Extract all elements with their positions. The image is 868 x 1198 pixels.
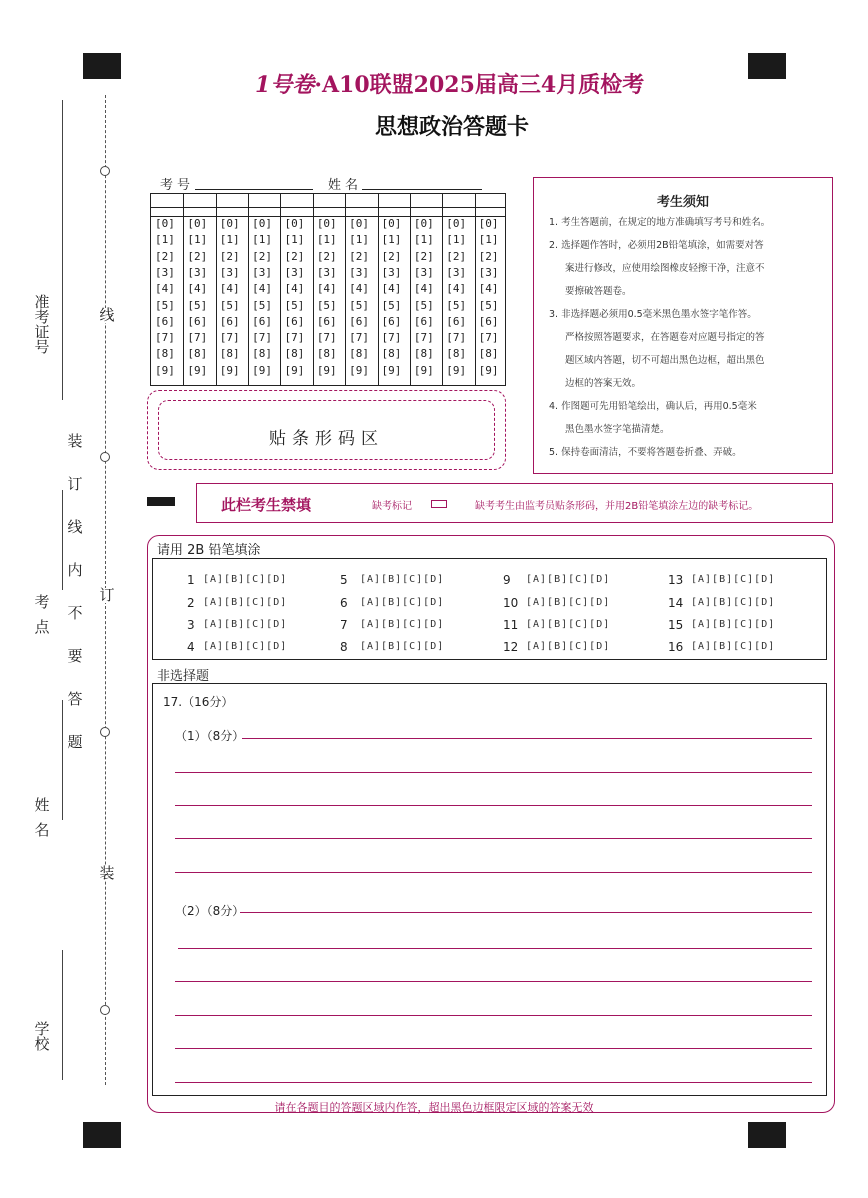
- digit-bubble[interactable]: [7]: [219, 331, 240, 345]
- digit-bubble[interactable]: [2]: [478, 249, 499, 263]
- choice-number: 9: [503, 573, 511, 587]
- footer-note: 请在各题目的答题区域内作答，超出黑色边框限定区域的答案无效: [274, 1101, 594, 1114]
- digit-bubble[interactable]: [8]: [413, 347, 434, 361]
- choice-options[interactable]: [A][B][C][D]: [691, 641, 776, 652]
- seal-warning: 装订线内不要答题: [67, 432, 83, 751]
- digit-bubble[interactable]: [7]: [413, 331, 434, 345]
- choice-options[interactable]: [A][B][C][D]: [691, 619, 776, 630]
- q17-part2-label: （2）（8分）: [175, 904, 245, 918]
- digit-bubble[interactable]: [2]: [413, 249, 434, 263]
- answer-line[interactable]: [240, 912, 812, 913]
- corner-mark: [83, 53, 121, 79]
- digit-bubble[interactable]: [0]: [219, 217, 240, 230]
- choice-number: 14: [668, 596, 684, 610]
- choice-section: [152, 558, 827, 660]
- binding-hole: [100, 452, 110, 462]
- digit-bubble[interactable]: [8]: [155, 347, 175, 361]
- digit-bubble[interactable]: [7]: [155, 331, 175, 345]
- digit-bubble[interactable]: [2]: [349, 249, 370, 263]
- digit-bubble[interactable]: [2]: [381, 249, 402, 263]
- digit-bubble[interactable]: [3]: [187, 265, 208, 279]
- seal-zhuang-char: 装: [99, 864, 115, 882]
- digit-bubble[interactable]: [0]: [349, 217, 370, 230]
- choice-number: 15: [668, 618, 684, 632]
- notice-line: 题区域内答题，切不可超出黑色边框，超出黑色: [565, 355, 765, 366]
- seal-line-char: 线: [99, 306, 115, 324]
- digit-bubble[interactable]: [0]: [252, 217, 272, 230]
- digit-bubble[interactable]: [0]: [413, 217, 434, 230]
- notice-line: 4. 作图题可先用铅笔绘出，确认后，再用0.5毫米: [549, 401, 757, 412]
- digit-bubble[interactable]: [6]: [349, 314, 370, 328]
- school-field-line: [62, 950, 63, 1080]
- digit-bubble[interactable]: [1]: [478, 233, 499, 247]
- choice-options[interactable]: [A][B][C][D]: [203, 641, 288, 652]
- digit-bubble[interactable]: [3]: [284, 265, 305, 279]
- absent-mark-label: 缺考标记: [372, 501, 412, 512]
- digit-bubble[interactable]: [4]: [187, 282, 208, 296]
- corner-mark: [83, 1122, 121, 1148]
- school-label: 学校: [34, 1020, 50, 1053]
- seal-ding-char: 订: [99, 586, 115, 604]
- choice-options[interactable]: [A][B][C][D]: [360, 597, 445, 608]
- barcode-area[interactable]: [147, 390, 506, 470]
- choice-options[interactable]: [A][B][C][D]: [526, 641, 611, 652]
- notice-box: [533, 177, 833, 474]
- answer-line[interactable]: [175, 1048, 812, 1049]
- notice-line: 案进行修改，应使用绘图橡皮轻擦干净，注意不: [565, 263, 765, 274]
- choice-number: 3: [187, 618, 195, 632]
- digit-bubble[interactable]: [5]: [413, 298, 434, 312]
- digit-bubble[interactable]: [5]: [187, 298, 208, 312]
- digit-bubble[interactable]: [2]: [316, 249, 337, 263]
- choice-number: 6: [340, 596, 348, 610]
- exam-no-label: 考号: [160, 178, 195, 193]
- notice-line: 严格按照答题要求，在答题卷对应题号指定的答: [565, 332, 765, 343]
- digit-bubble[interactable]: [6]: [219, 314, 240, 328]
- digit-bubble[interactable]: [5]: [316, 298, 337, 312]
- digit-bubble[interactable]: [1]: [252, 233, 272, 247]
- digit-bubble[interactable]: [4]: [478, 282, 499, 296]
- absent-marker-block: [147, 497, 175, 506]
- digit-bubble[interactable]: [4]: [446, 282, 467, 296]
- digit-bubble[interactable]: [2]: [252, 249, 272, 263]
- choice-options[interactable]: [A][B][C][D]: [203, 574, 288, 585]
- absent-note: 缺考考生由监考员贴条形码，并用2B铅笔填涂左边的缺考标记。: [475, 501, 759, 512]
- digit-bubble[interactable]: [1]: [316, 233, 337, 247]
- digit-bubble[interactable]: [5]: [155, 298, 175, 312]
- grid-column-divider: [410, 194, 411, 385]
- notice-title: 考生须知: [656, 195, 709, 210]
- grid-column-divider: [378, 194, 379, 385]
- q17-part1-label: （1）（8分）: [175, 729, 245, 743]
- digit-bubble[interactable]: [1]: [187, 233, 208, 247]
- absent-box: [196, 483, 833, 523]
- digit-bubble[interactable]: [0]: [284, 217, 305, 230]
- digit-bubble[interactable]: [7]: [478, 331, 499, 345]
- answer-line[interactable]: [242, 738, 812, 739]
- exam-no-grid[interactable]: [150, 193, 506, 386]
- absent-mark-checkbox[interactable]: [431, 500, 447, 508]
- digit-bubble[interactable]: [8]: [187, 347, 208, 361]
- digit-bubble[interactable]: [8]: [252, 347, 272, 361]
- notice-line: 3. 非选择题必须用0.5毫米黑色墨水签字笔作答。: [549, 309, 757, 320]
- digit-bubble[interactable]: [8]: [349, 347, 370, 361]
- digit-bubble[interactable]: [0]: [155, 217, 175, 230]
- answer-line[interactable]: [175, 1082, 812, 1083]
- digit-bubble[interactable]: [9]: [446, 363, 467, 377]
- exam-title-text: ·A10联盟2025届高三4月质检考: [314, 72, 645, 98]
- choice-options[interactable]: [A][B][C][D]: [360, 574, 445, 585]
- site-field-line: [62, 490, 63, 590]
- digit-bubble[interactable]: [5]: [478, 298, 499, 312]
- digit-bubble[interactable]: [7]: [349, 331, 370, 345]
- digit-bubble[interactable]: [1]: [284, 233, 305, 247]
- choice-number: 7: [340, 618, 348, 632]
- binding-hole: [100, 1005, 110, 1015]
- answer-line[interactable]: [175, 981, 812, 982]
- choice-options[interactable]: [A][B][C][D]: [360, 641, 445, 652]
- choice-number: 10: [503, 596, 519, 610]
- corner-mark: [748, 1122, 786, 1148]
- answer-line[interactable]: [175, 1015, 812, 1016]
- grid-column-divider: [248, 194, 249, 385]
- digit-bubble[interactable]: [7]: [252, 331, 272, 345]
- grid-row-divider: [151, 207, 505, 208]
- grid-column-divider: [442, 194, 443, 385]
- digit-bubble[interactable]: [4]: [316, 282, 337, 296]
- digit-bubble[interactable]: [9]: [349, 363, 370, 377]
- digit-bubble[interactable]: [9]: [316, 363, 337, 377]
- answer-line[interactable]: [175, 838, 812, 839]
- digit-bubble[interactable]: [7]: [446, 331, 467, 345]
- digit-bubble[interactable]: [9]: [252, 363, 272, 377]
- digit-bubble[interactable]: [5]: [381, 298, 402, 312]
- digit-bubble[interactable]: [9]: [155, 363, 175, 377]
- exam-title: [255, 68, 644, 99]
- digit-bubble[interactable]: [9]: [187, 363, 208, 377]
- barcode-label: 贴条形码区: [269, 429, 384, 449]
- digit-bubble[interactable]: [0]: [316, 217, 337, 230]
- digit-bubble[interactable]: [1]: [155, 233, 175, 247]
- digit-bubble[interactable]: [9]: [381, 363, 402, 377]
- choice-options[interactable]: [A][B][C][D]: [360, 619, 445, 630]
- q17-title: 17.（16分）: [163, 695, 234, 709]
- grid-column-divider: [216, 194, 217, 385]
- name-field-line: [62, 700, 63, 820]
- digit-bubble[interactable]: [8]: [316, 347, 337, 361]
- binding-hole: [100, 166, 110, 176]
- digit-bubble[interactable]: [3]: [349, 265, 370, 279]
- choice-number: 11: [503, 618, 519, 632]
- grid-column-divider: [313, 194, 314, 385]
- digit-bubble[interactable]: [6]: [155, 314, 175, 328]
- digit-bubble[interactable]: [2]: [219, 249, 240, 263]
- card-subtitle: 思想政治答题卡: [375, 114, 530, 140]
- grid-column-divider: [183, 194, 184, 385]
- student-name-label: 姓名: [34, 796, 50, 839]
- digit-bubble[interactable]: [2]: [446, 249, 467, 263]
- digit-bubble[interactable]: [5]: [284, 298, 305, 312]
- digit-bubble[interactable]: [0]: [478, 217, 499, 230]
- digit-bubble[interactable]: [2]: [284, 249, 305, 263]
- digit-bubble[interactable]: [4]: [252, 282, 272, 296]
- digit-bubble[interactable]: [6]: [316, 314, 337, 328]
- choice-heading: 请用 2B 铅笔填涂: [157, 543, 261, 558]
- choice-number: 4: [187, 640, 195, 654]
- digit-bubble[interactable]: [6]: [446, 314, 467, 328]
- notice-line: 边框的答案无效。: [565, 378, 642, 389]
- choice-number: 16: [668, 640, 684, 654]
- choice-options[interactable]: [A][B][C][D]: [691, 597, 776, 608]
- brand-logo: 1号卷: [255, 72, 315, 98]
- digit-bubble[interactable]: [3]: [381, 265, 402, 279]
- choice-number: 13: [668, 573, 684, 587]
- digit-bubble[interactable]: [8]: [446, 347, 467, 361]
- choice-number: 1: [187, 573, 195, 587]
- digit-bubble[interactable]: [4]: [349, 282, 370, 296]
- digit-bubble[interactable]: [4]: [381, 282, 402, 296]
- answer-line[interactable]: [175, 772, 812, 773]
- digit-bubble[interactable]: [6]: [413, 314, 434, 328]
- choice-options[interactable]: [A][B][C][D]: [691, 574, 776, 585]
- digit-bubble[interactable]: [8]: [478, 347, 499, 361]
- digit-bubble[interactable]: [6]: [381, 314, 402, 328]
- digit-bubble[interactable]: [8]: [219, 347, 240, 361]
- ticket-line: [62, 100, 63, 400]
- answer-line[interactable]: [178, 948, 812, 949]
- answer-line[interactable]: [175, 805, 812, 806]
- digit-bubble[interactable]: [2]: [155, 249, 175, 263]
- notice-line: 黑色墨水签字笔描清楚。: [565, 424, 670, 435]
- digit-bubble[interactable]: [9]: [478, 363, 499, 377]
- choice-number: 2: [187, 596, 195, 610]
- digit-bubble[interactable]: [0]: [381, 217, 402, 230]
- digit-bubble[interactable]: [9]: [284, 363, 305, 377]
- digit-bubble[interactable]: [8]: [284, 347, 305, 361]
- digit-bubble[interactable]: [2]: [187, 249, 208, 263]
- digit-bubble[interactable]: [1]: [446, 233, 467, 247]
- digit-bubble[interactable]: [5]: [446, 298, 467, 312]
- digit-bubble[interactable]: [6]: [187, 314, 208, 328]
- digit-bubble[interactable]: [4]: [284, 282, 305, 296]
- digit-bubble[interactable]: [0]: [446, 217, 467, 230]
- notice-line: 要擦破答题卷。: [565, 286, 632, 297]
- digit-bubble[interactable]: [4]: [413, 282, 434, 296]
- digit-bubble[interactable]: [7]: [187, 331, 208, 345]
- exam-site-label: 考点: [34, 593, 50, 636]
- digit-bubble[interactable]: [5]: [252, 298, 272, 312]
- digit-bubble[interactable]: [3]: [155, 265, 175, 279]
- digit-bubble[interactable]: [1]: [349, 233, 370, 247]
- digit-bubble[interactable]: [7]: [284, 331, 305, 345]
- digit-bubble[interactable]: [3]: [219, 265, 240, 279]
- digit-bubble[interactable]: [4]: [219, 282, 240, 296]
- digit-bubble[interactable]: [1]: [219, 233, 240, 247]
- digit-bubble[interactable]: [6]: [478, 314, 499, 328]
- name-label: 姓名: [328, 178, 363, 193]
- digit-bubble[interactable]: [6]: [284, 314, 305, 328]
- digit-bubble[interactable]: [1]: [413, 233, 434, 247]
- digit-bubble[interactable]: [3]: [478, 265, 499, 279]
- notice-line: 5. 保持卷面清洁，不要将答题卷折叠、弄破。: [549, 447, 742, 458]
- digit-bubble[interactable]: [3]: [252, 265, 272, 279]
- digit-bubble[interactable]: [3]: [316, 265, 337, 279]
- grid-column-divider: [280, 194, 281, 385]
- digit-bubble[interactable]: [9]: [413, 363, 434, 377]
- nonchoice-heading: 非选择题: [157, 669, 210, 684]
- digit-bubble[interactable]: [0]: [187, 217, 208, 230]
- ticket-no-label: 准考证号: [34, 293, 50, 356]
- exam-no-field[interactable]: [195, 189, 313, 190]
- choice-options[interactable]: [A][B][C][D]: [526, 597, 611, 608]
- choice-options[interactable]: [A][B][C][D]: [526, 574, 611, 585]
- digit-bubble[interactable]: [7]: [316, 331, 337, 345]
- grid-column-divider: [345, 194, 346, 385]
- choice-options[interactable]: [A][B][C][D]: [526, 619, 611, 630]
- corner-mark: [748, 53, 786, 79]
- choice-options[interactable]: [A][B][C][D]: [203, 597, 288, 608]
- digit-bubble[interactable]: [3]: [446, 265, 467, 279]
- binding-hole: [100, 727, 110, 737]
- digit-bubble[interactable]: [4]: [155, 282, 175, 296]
- digit-bubble[interactable]: [7]: [381, 331, 402, 345]
- digit-bubble[interactable]: [9]: [219, 363, 240, 377]
- choice-number: 5: [340, 573, 348, 587]
- absent-title: 此栏考生禁填: [221, 496, 312, 514]
- answer-line[interactable]: [175, 872, 812, 873]
- digit-bubble[interactable]: [6]: [252, 314, 272, 328]
- digit-bubble[interactable]: [3]: [413, 265, 434, 279]
- name-field[interactable]: [362, 189, 482, 190]
- digit-bubble[interactable]: [5]: [349, 298, 370, 312]
- choice-number: 12: [503, 640, 519, 654]
- grid-column-divider: [475, 194, 476, 385]
- digit-bubble[interactable]: [1]: [381, 233, 402, 247]
- choice-number: 8: [340, 640, 348, 654]
- digit-bubble[interactable]: [5]: [219, 298, 240, 312]
- nonchoice-section: [152, 683, 827, 1096]
- notice-line: 2. 选择题作答时，必须用2B铅笔填涂，如需要对答: [549, 240, 764, 251]
- notice-line: 1. 考生答题前，在规定的地方准确填写考号和姓名。: [549, 217, 771, 228]
- digit-bubble[interactable]: [8]: [381, 347, 402, 361]
- choice-options[interactable]: [A][B][C][D]: [203, 619, 288, 630]
